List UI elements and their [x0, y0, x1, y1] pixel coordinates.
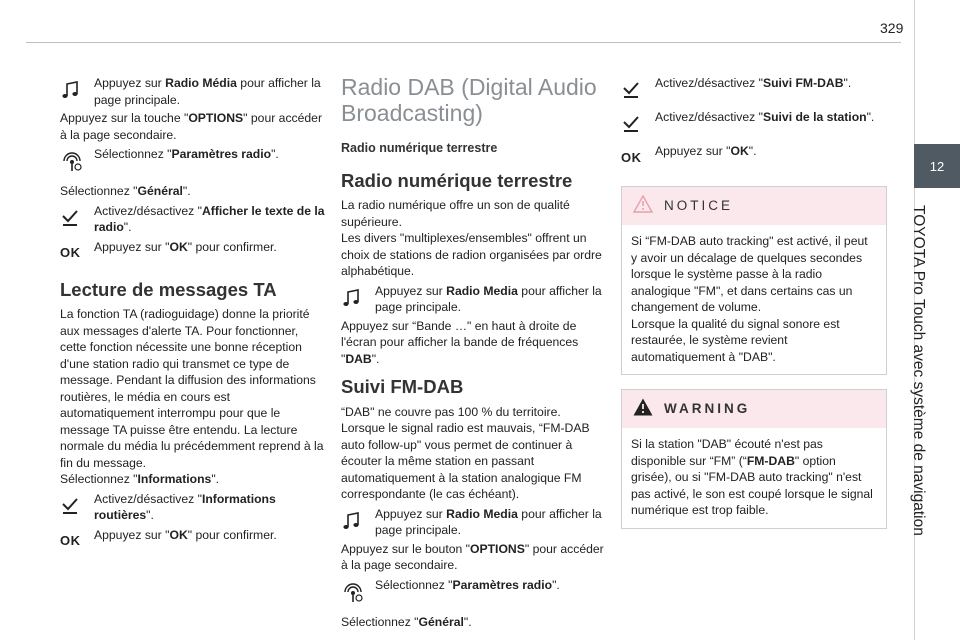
ok-label: OK: [60, 245, 81, 261]
header-rule: [26, 42, 901, 43]
warning-body: [622, 428, 886, 528]
subheading-dab: Radio numérique terrestre: [341, 141, 498, 155]
notice-header: [622, 187, 886, 225]
warning-header: [622, 390, 886, 428]
instruction-ok-confirm-2: OK Appuyez sur "OK" pour confirmer.: [60, 526, 325, 558]
notice-para-1: Si “FM-DAB auto tracking" est activé, il peut y avoir un décalage de quelques secondes lorsque le système passe à la radio analogique "FM", et dans certains cas un changement de volume.: [631, 234, 868, 314]
column-3: [621, 72, 887, 529]
checkbox-toggle-icon: [621, 74, 655, 106]
chapter-tab: [914, 144, 960, 188]
checkbox-toggle-icon: [60, 490, 94, 522]
chapter-title-wrap: [903, 205, 927, 605]
para-coverage: “DAB" ne couvre pas 100 % du territoire.: [341, 404, 561, 419]
instruction-toggle-fm-dab: Activez/désactivez "Suivi FM-DAB".: [621, 74, 887, 106]
para-options-button: Appuyez sur le bouton "OPTIONS" pour accéder à la page secondaire.: [341, 541, 604, 572]
heading-radio-numerique: Radio numérique terrestre: [341, 169, 573, 191]
column-1: [60, 72, 325, 560]
heading-suivi: Suivi FM-DAB: [341, 376, 464, 397]
para-follow-up: Lorsque le signal radio est mauvais, “FM-DAB auto follow-up" vous permet de continuer à écouter la même station en passant automatiquement à la station analogique FM correspondante (le cas échéant).: [341, 421, 590, 501]
ok-label: OK: [621, 149, 642, 165]
notice-box: [621, 186, 887, 375]
radio-settings-icon: [341, 576, 375, 608]
checkbox-toggle-icon: [60, 202, 94, 234]
radio-settings-icon: [60, 145, 94, 177]
heading-ta: Lecture de messages TA: [60, 278, 277, 300]
para-general: Sélectionnez "Général".: [60, 184, 191, 198]
instruction-radio-settings: Sélectionnez "Paramètres radio".: [60, 145, 325, 177]
checkbox-toggle-icon: [621, 108, 655, 140]
para-informations: Sélectionnez "Informations".: [60, 472, 220, 486]
notice-para-2: Lorsque la qualité du signal sonore est restaurée, le système revient automatiquement à "DAB".: [631, 316, 840, 364]
para-ta: La fonction TA (radioguidage) donne la priorité aux messages d'alerte TA. Pour fonctionner, cette fonction nécessite une bonne réception d'une station radio qui transmet ce type de message. Pendant la diffusion des informations routières, le média en cours est automatiquement interrompu pour que le message TA puisse être entendu. La lecture normale du média lu précédemment reprend à la fin du message.: [60, 307, 324, 470]
instruction-toggle-radio-text: Activez/désactivez "Afficher le texte de la radio".: [60, 202, 325, 236]
chapter-title: TOYOTA Pro Touch avec système de navigation: [910, 205, 927, 536]
para-band: Appuyez sur “Bande …" en haut à droite de l'écran pour afficher la bande de fréquences "DAB".: [341, 318, 579, 366]
warning-title: WARNING: [664, 400, 751, 416]
column-2: [341, 72, 607, 630]
instruction-radio-media: Appuyez sur Radio Media pour afficher la page principale.: [341, 282, 607, 316]
music-note-icon: [341, 282, 375, 314]
instruction-ok-confirm: OK Appuyez sur "OK" pour confirmer.: [60, 238, 325, 270]
para-quality: La radio numérique offre un son de qualité supérieure.: [341, 198, 570, 229]
heading-dab: Radio DAB (Digital Audio Broadcasting): [341, 74, 597, 126]
instruction-radio-media: Appuyez sur Radio Média pour afficher la page principale.: [60, 74, 325, 108]
ok-label: OK: [60, 533, 81, 549]
para-multiplexes: Les divers "multiplexes/ensembles" offrent un choix de stations de radion organisées par ordre alphabétique.: [341, 231, 602, 278]
warning-para: Si la station "DAB" écouté n'est pas disponible sur “FM” (“FM-DAB" option grisée), ou si "FM-DAB auto tracking" n'est pas activé, le son est coupé lorsque le signal numérique est trop faible.: [631, 437, 873, 517]
music-note-icon: [341, 505, 375, 537]
notice-triangle-icon: [632, 194, 654, 219]
warning-box: [621, 389, 887, 529]
notice-title: NOTICE: [664, 197, 734, 213]
para-options: Appuyez sur la touche "OPTIONS" pour accéder à la page secondaire.: [60, 111, 323, 142]
page-number: 329: [880, 20, 904, 36]
para-general: Sélectionnez "Général".: [341, 614, 472, 629]
warning-triangle-icon: [632, 397, 654, 422]
music-note-icon: [60, 74, 94, 106]
instruction-radio-settings: Sélectionnez "Paramètres radio".: [341, 576, 607, 608]
instruction-toggle-traffic: Activez/désactivez "Informations routières".: [60, 490, 325, 524]
instruction-ok: OK Appuyez sur "OK".: [621, 142, 887, 174]
instruction-toggle-station: Activez/désactivez "Suivi de la station".: [621, 108, 887, 140]
instruction-radio-media-2: Appuyez sur Radio Media pour afficher la page principale.: [341, 505, 607, 539]
notice-body: [622, 225, 886, 374]
chapter-number: 12: [929, 158, 945, 174]
